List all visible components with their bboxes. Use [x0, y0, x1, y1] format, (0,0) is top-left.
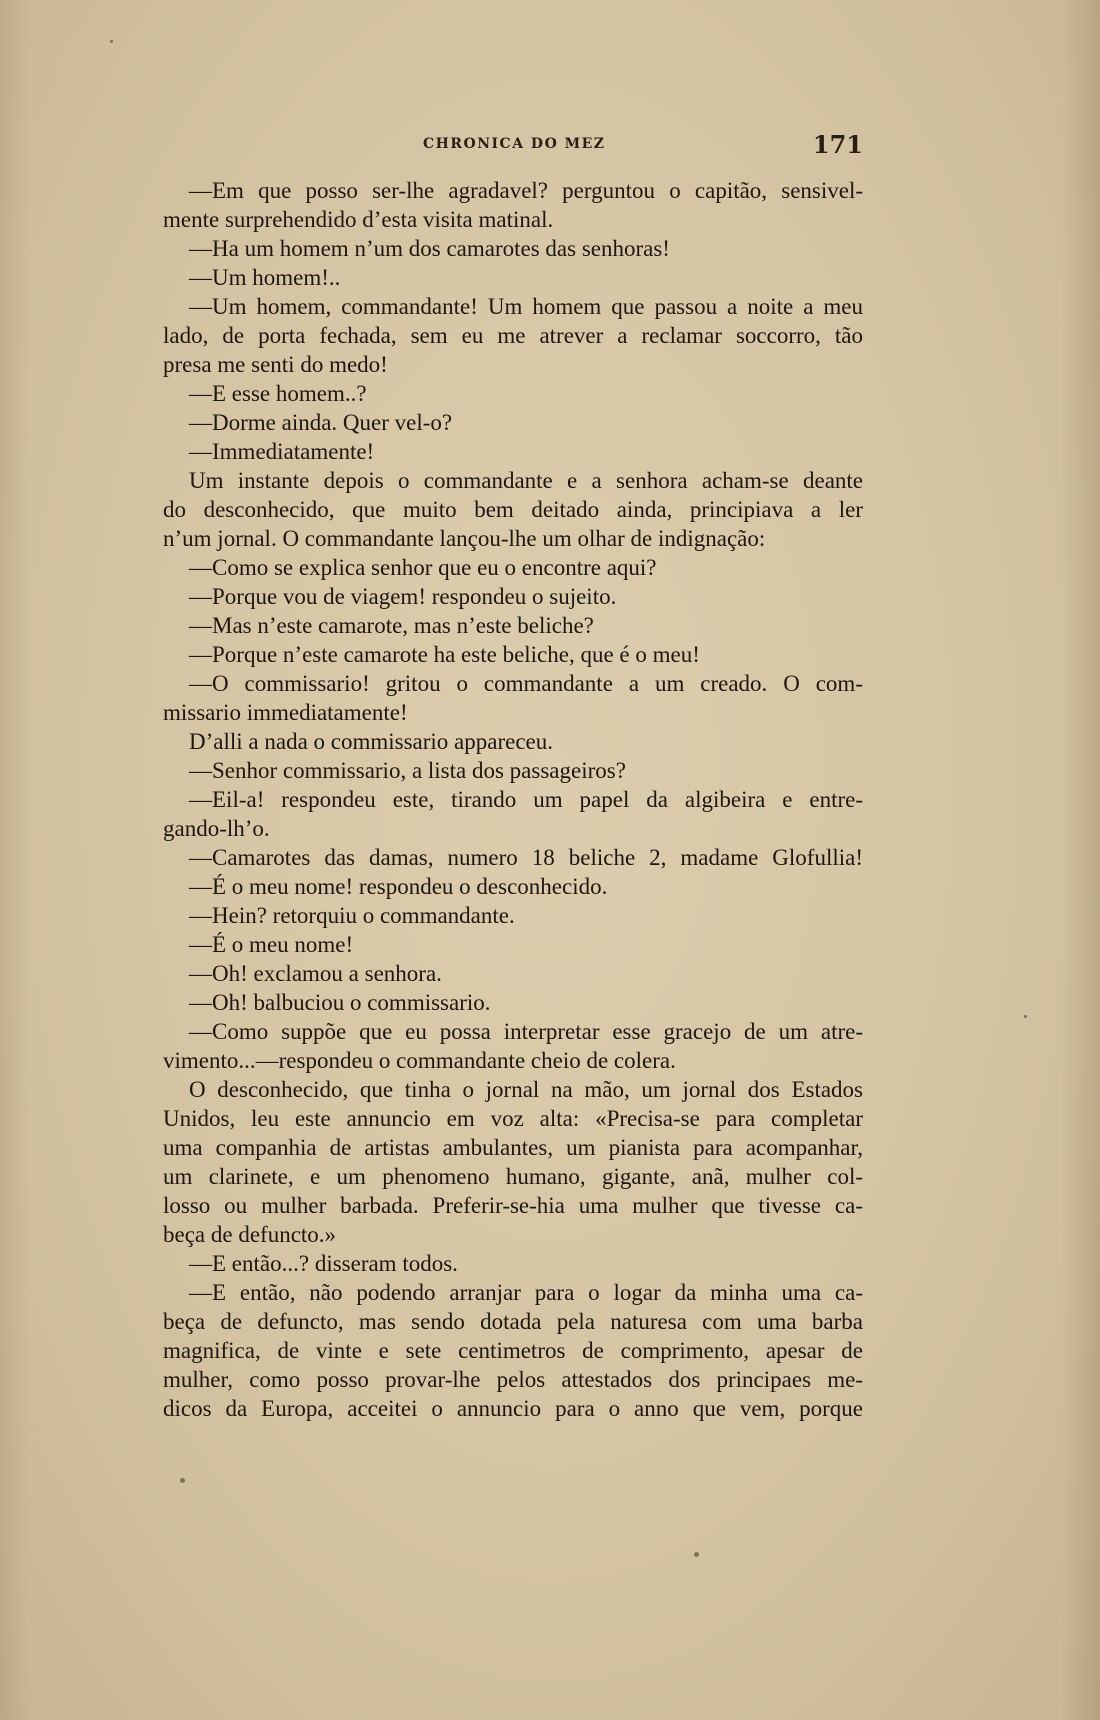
text-line: lado, de porta fechada, sem eu me atrever a reclamar soccorro, tão	[163, 323, 863, 348]
text-line: —Immediatamente!	[189, 439, 375, 464]
text-line: do desconhecido, que muito bem deitado ainda, principiava a ler	[163, 497, 863, 522]
text-line: —E então, não podendo arranjar para o logar da minha uma ca-	[189, 1280, 863, 1305]
text-line: —Em que posso ser-lhe agradavel? perguntou o capitão, sensivel-	[189, 178, 863, 203]
body-text	[163, 176, 863, 1423]
text-line: —O commissario! gritou o commandante a um creado. O com-	[189, 671, 863, 696]
text-line: n’um jornal. O commandante lançou-lhe um olhar de indignação:	[163, 526, 766, 551]
text-line: —É o meu nome! respondeu o desconhecido.	[189, 874, 608, 899]
text-line: —Porque vou de viagem! respondeu o sujeito.	[189, 584, 617, 609]
text-line: —Oh! balbuciou o commissario.	[189, 990, 491, 1015]
text-line: dicos da Europa, acceitei o annuncio para o anno que vem, porque	[163, 1396, 863, 1421]
paper-speck	[694, 1552, 699, 1557]
text-line: —Oh! exclamou a senhora.	[189, 961, 442, 986]
text-line: losso ou mulher barbada. Preferir-se-hia uma mulher que tivesse ca-	[163, 1193, 863, 1218]
text-line: O desconhecido, que tinha o jornal na mão, um jornal dos Estados	[189, 1077, 863, 1102]
text-line: gando-lh’o.	[163, 816, 270, 841]
text-line: missario immediatamente!	[163, 700, 408, 725]
text-line: Um instante depois o commandante e a senhora acham-se deante	[189, 468, 863, 493]
text-line: magnifica, de vinte e sete centimetros de comprimento, apesar de	[163, 1338, 863, 1363]
text-line: vimento...—respondeu o commandante cheio de colera.	[163, 1048, 676, 1073]
paper-speck	[110, 40, 113, 43]
running-header	[163, 130, 863, 160]
text-line: —E então...? disseram todos.	[189, 1251, 458, 1276]
text-line: —Camarotes das damas, numero 18 beliche 2, madame Glofullia!	[189, 845, 863, 870]
page-number: 171	[812, 130, 863, 159]
text-line: uma companhia de artistas ambulantes, um pianista para acompanhar,	[163, 1135, 863, 1160]
text-line: mente surprehendido d’esta visita matinal.	[163, 207, 554, 232]
text-line: —Como se explica senhor que eu o encontre aqui?	[189, 555, 657, 580]
paper-speck	[1024, 1015, 1027, 1018]
text-line: —Como suppõe que eu possa interpretar esse gracejo de um atre-	[189, 1019, 863, 1044]
text-line: —Senhor commissario, a lista dos passageiros?	[189, 758, 626, 783]
text-line: —Eil-a! respondeu este, tirando um papel da algibeira e entre-	[189, 787, 863, 812]
text-line: —Um homem!..	[189, 265, 341, 290]
text-line: —Ha um homem n’um dos camarotes das senhoras!	[189, 236, 670, 261]
text-line: —É o meu nome!	[189, 932, 354, 957]
text-line: mulher, como posso provar-lhe pelos attestados dos principaes me-	[163, 1367, 863, 1392]
page-edge-shadow-left	[0, 0, 30, 1720]
text-line: beça de defuncto.»	[163, 1222, 337, 1247]
text-line: —Um homem, commandante! Um homem que passou a noite a meu	[189, 294, 863, 319]
running-title: CHRONICA DO MEZ	[423, 136, 606, 152]
paper-speck	[180, 1478, 185, 1483]
text-line: Unidos, leu este annuncio em voz alta: «Precisa-se para completar	[163, 1106, 863, 1131]
text-line: —Dorme ainda. Quer vel-o?	[189, 410, 453, 435]
text-line: —E esse homem..?	[189, 381, 367, 406]
text-line: —Porque n’este camarote ha este beliche, que é o meu!	[189, 642, 700, 667]
text-line: —Hein? retorquiu o commandante.	[189, 903, 515, 928]
text-line: beça de defuncto, mas sendo dotada pela naturesa com uma barba	[163, 1309, 863, 1334]
text-line: um clarinete, e um phenomeno humano, gigante, anã, mulher col-	[163, 1164, 863, 1189]
text-line: D’alli a nada o commissario appareceu.	[189, 729, 554, 754]
text-line: —Mas n’este camarote, mas n’este beliche?	[189, 613, 594, 638]
page-edge-shadow-right	[1060, 0, 1100, 1720]
text-line: presa me senti do medo!	[163, 352, 388, 377]
